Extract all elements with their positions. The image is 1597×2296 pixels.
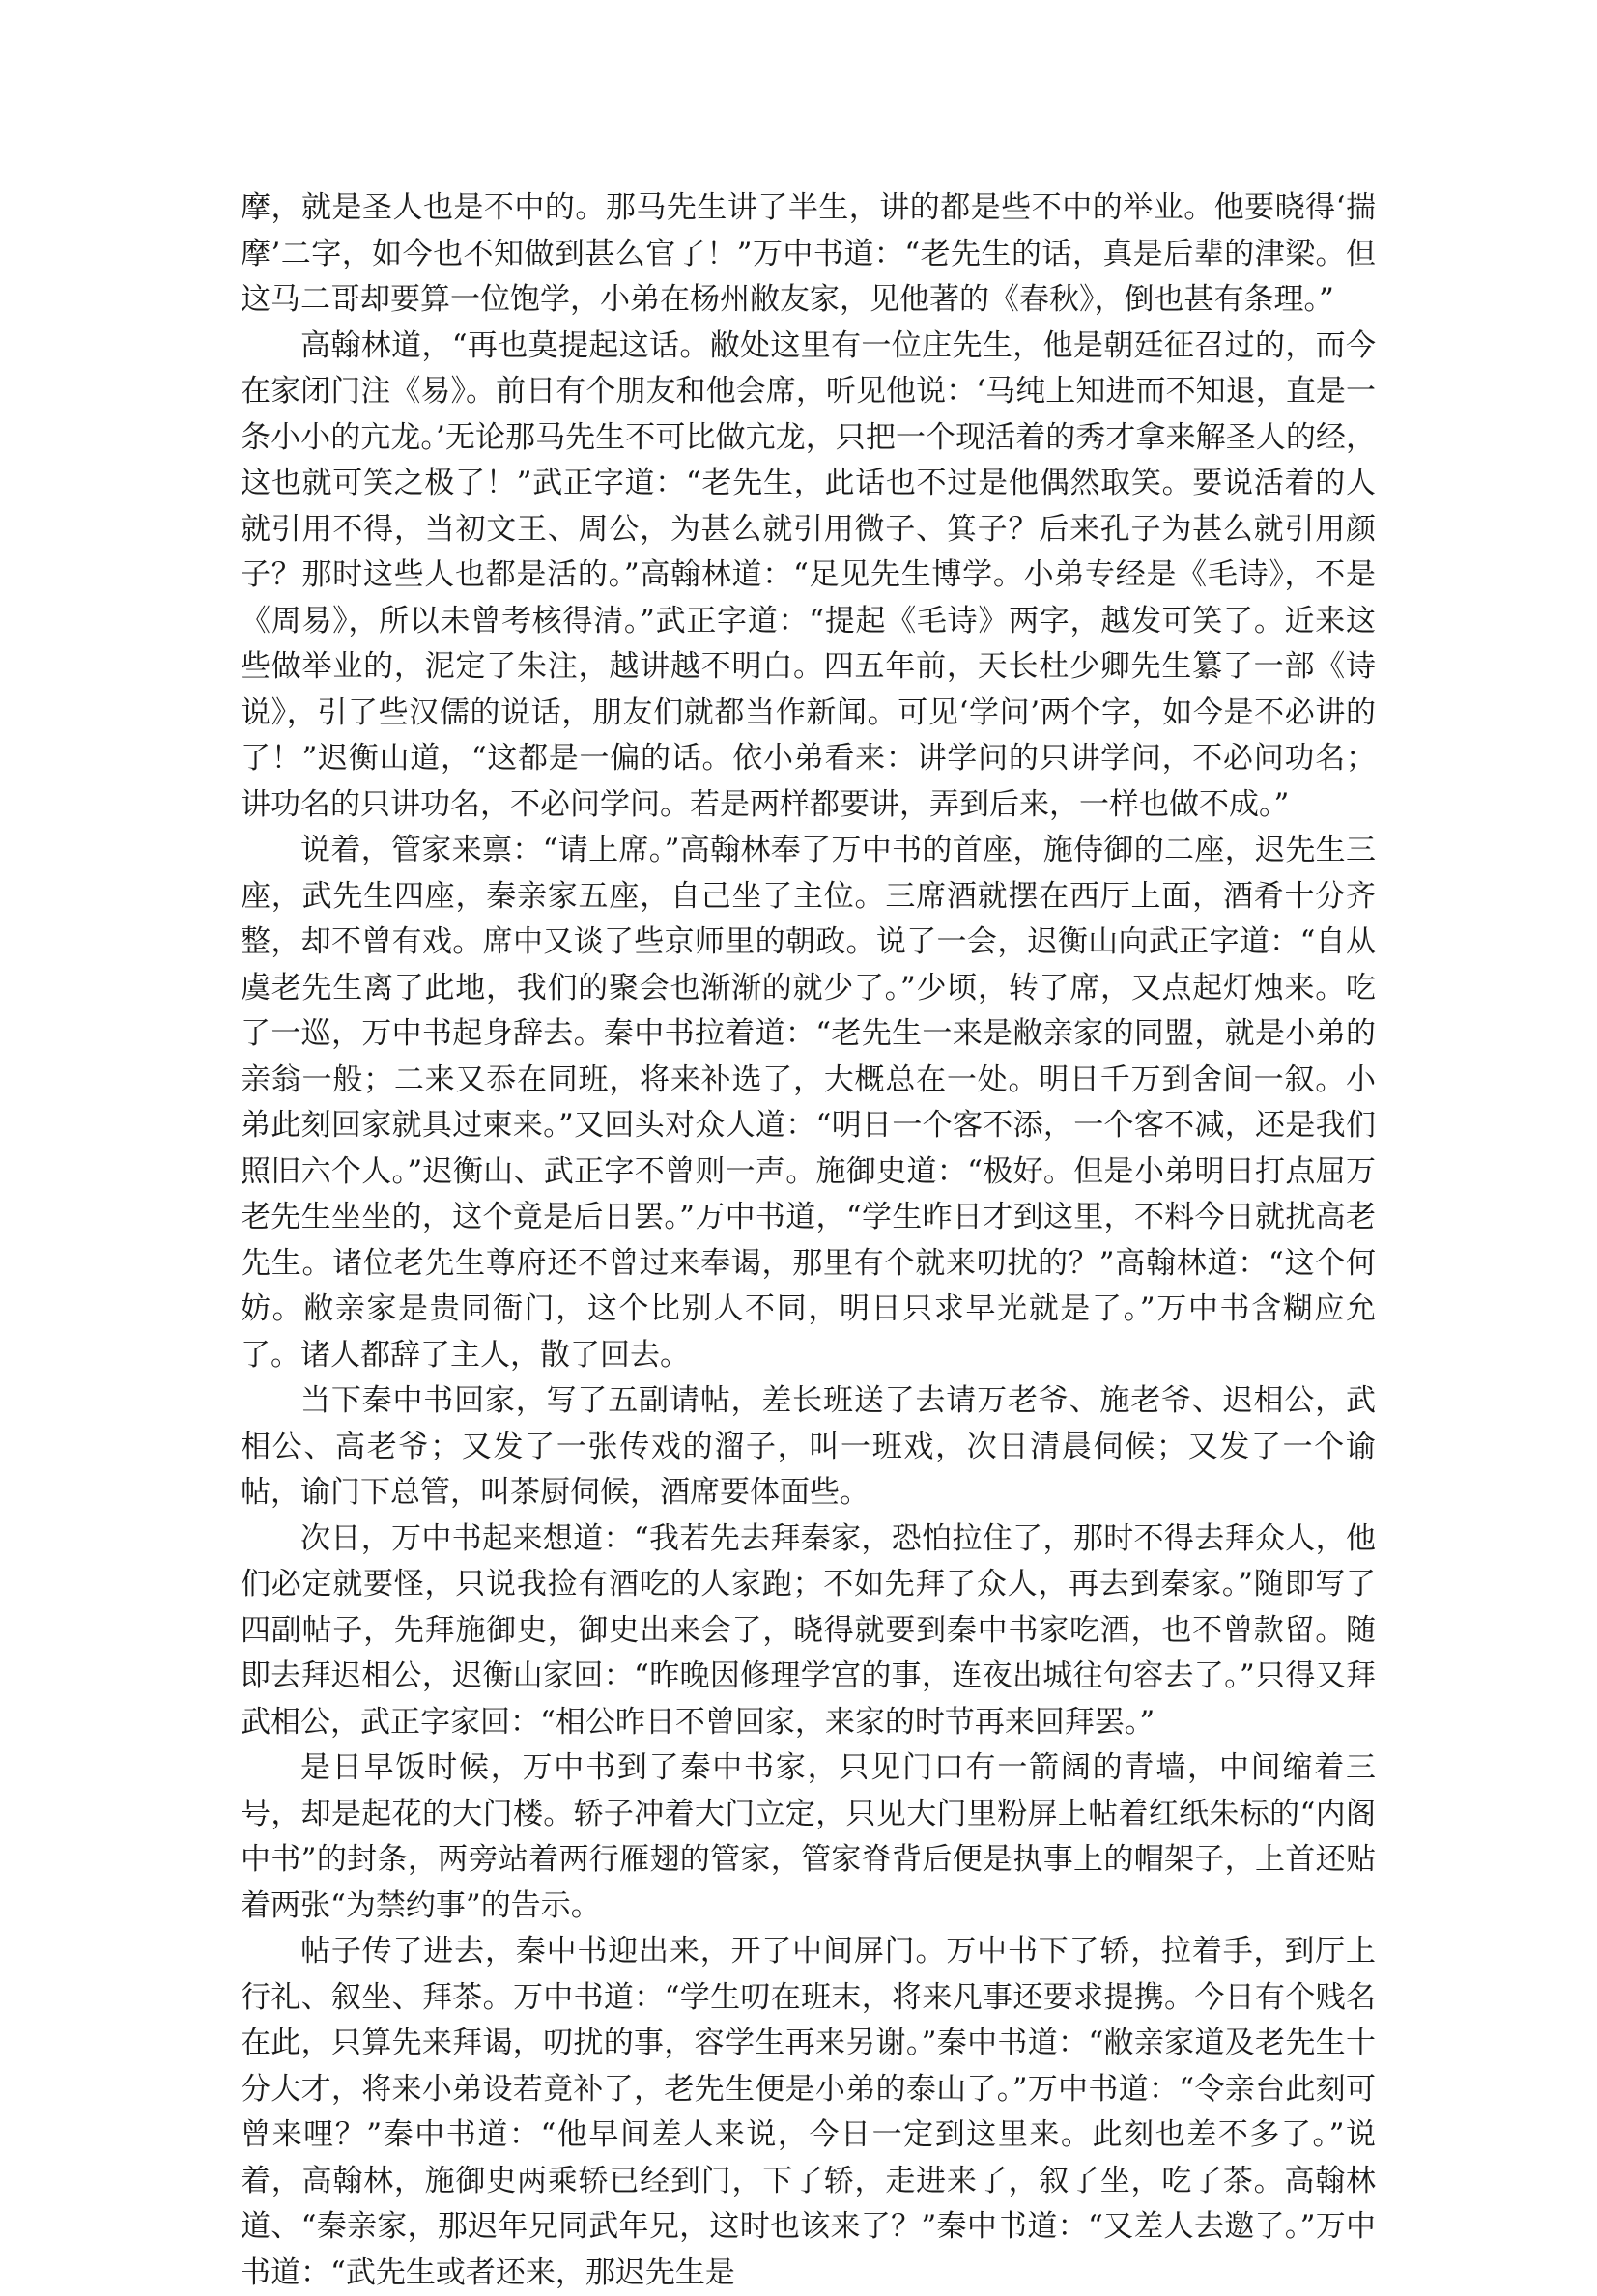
paragraph: 帖子传了进去，秦中书迎出来，开了中间屏门。万中书下了轿，拉着手，到厅上行礼、叙坐、拜茶。万中书道：“学生叨在班末，将来凡事还要求提携。今日有个贱名在此，只算先来拜谒，叨扰的事，容学生再来另谢。”秦中书道：“敝亲家道及老先生十分大才，将来小弟设若竟补了，老先生便是小弟的泰山了。”万中书道：“令亲台此刻可曾来哩？”秦中书道：“他早间差人来说，今日一定到这里来。此刻也差不多了。”说着，高翰林，施御史两乘轿已经到门，下了轿，走进来了，叙了坐，吃了茶。高翰林道、“秦亲家，那迟年兄同武年兄，这时也该来了？”秦中书道：“又差人去邀了。”万中书道：“武先生或者还来，那迟先生是 [241,1934,1376,2290]
document-page [241,185,1376,2296]
paragraph: 当下秦中书回家，写了五副请帖，差长班送了去请万老爷、施老爷、迟相公，武相公、高老爷；又发了一张传戏的溜子，叫一班戏，次日清晨伺候；又发了一个谕帖，谕门下总管，叫茶厨伺候，酒席要体面些。 [241,1383,1376,1510]
paragraph: 次日，万中书起来想道：“我若先去拜秦家，恐怕拉住了，那时不得去拜众人，他们必定就要怪，只说我捡有酒吃的人家跑；不如先拜了众人，再去到秦家。”随即写了四副帖子，先拜施御史，御史出来会了，晓得就要到秦中书家吃酒，也不曾款留。随即去拜迟相公，迟衡山家回：“昨晚因修理学宫的事，连夜出城往句容去了。”只得又拜武相公，武正字家回：“相公昨日不曾回家，来家的时节再来回拜罢。” [241,1520,1376,1740]
paragraph-continued: 摩，就是圣人也是不中的。那马先生讲了半生，讲的都是些不中的举业。他要晓得‘揣摩’二字，如今也不知做到甚么官了！”万中书道：“老先生的话，真是后辈的津梁。但这马二哥却要算一位饱学，小弟在杨州敝友家，见他著的《春秋》，倒也甚有条理。” [241,190,1376,317]
paragraph: 是日早饭时候，万中书到了秦中书家，只见门口有一箭阔的青墙，中间缩着三号，却是起花的大门楼。轿子冲着大门立定，只见大门里粉屏上帖着红纸朱标的“内阁中书”的封条，两旁站着两行雁翅的管家，管家脊背后便是执事上的帽架子，上首还贴着两张“为禁约事”的告示。 [241,1750,1376,1923]
paragraph: 高翰林道，“再也莫提起这话。敝处这里有一位庄先生，他是朝廷征召过的，而今在家闭门注《易》。前日有个朋友和他会席，听见他说：‘马纯上知进而不知退，直是一条小小的亢龙。’无论那马先生不可比做亢龙，只把一个现活着的秀才拿来解圣人的经，这也就可笑之极了！”武正字道：“老先生，此话也不过是他偶然取笑。要说活着的人就引用不得，当初文王、周公，为甚么就引用微子、箕子？后来孔子为甚么就引用颜子？那时这些人也都是活的。”高翰林道：“足见先生博学。小弟专经是《毛诗》，不是《周易》，所以未曾考核得清。”武正字道：“提起《毛诗》两字，越发可笑了。近来这些做举业的，泥定了朱注，越讲越不明白。四五年前，天长杜少卿先生纂了一部《诗说》，引了些汉儒的说话，朋友们就都当作新闻。可见‘学问’两个字，如今是不必讲的了！”迟衡山道，“这都是一偏的话。依小弟看来：讲学问的只讲学问，不必问功名；讲功名的只讲功名，不必问学问。若是两样都要讲，弄到后来，一样也做不成。” [241,327,1376,822]
paragraph: 说着，管家来禀：“请上席。”高翰林奉了万中书的首座，施侍御的二座，迟先生三座，武先生四座，秦亲家五座，自己坐了主位。三席酒就摆在西厅上面，酒肴十分齐整，却不曾有戏。席中又谈了些京师里的朝政。说了一会，迟衡山向武正字道：“自从虞老先生离了此地，我们的聚会也渐渐的就少了。”少顷，转了席，又点起灯烛来。吃了一巡，万中书起身辞去。秦中书拉着道：“老先生一来是敝亲家的同盟，就是小弟的亲翁一般；二来又忝在同班，将来补选了，大概总在一处。明日千万到舍间一叙。小弟此刻回家就具过柬来。”又回头对众人道：“明日一个客不添，一个客不减，还是我们照旧六个人。”迟衡山、武正字不曾则一声。施御史道：“极好。但是小弟明日打点屈万老先生坐坐的，这个竟是后日罢。”万中书道，“学生昨日才到这里，不料今日就扰高老先生。诸位老先生尊府还不曾过来奉谒，那里有个就来叨扰的？”高翰林道：“这个何妨。敝亲家是贵同衙门，这个比别人不同，明日只求早光就是了。”万中书含糊应允了。诸人都辞了主人，散了回去。 [241,833,1376,1373]
